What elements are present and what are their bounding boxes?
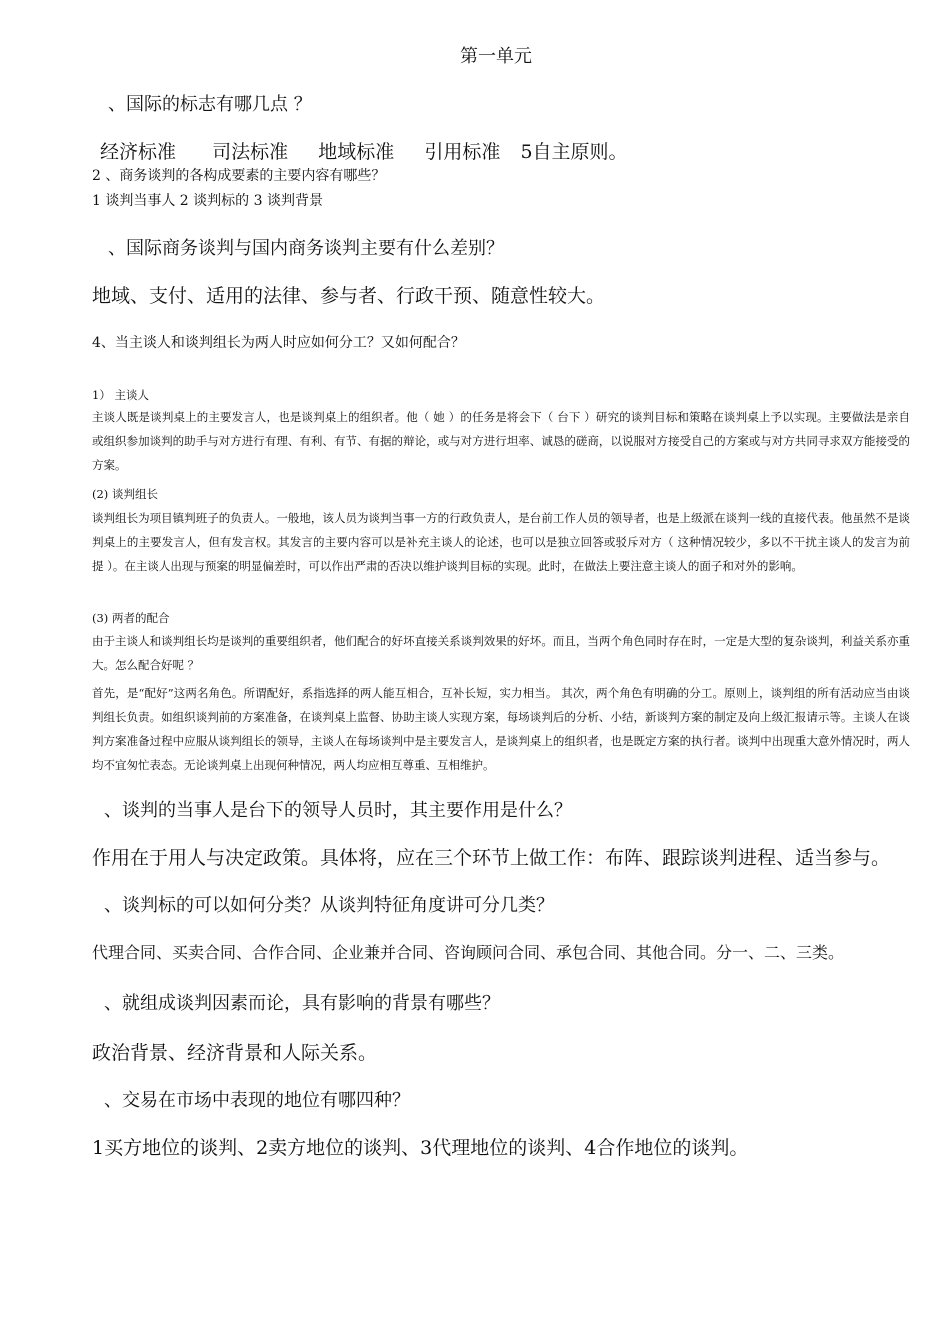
question-3: 、国际商务谈判与国内商务谈判主要有什么差别？: [108, 238, 504, 259]
answer-2: 1 谈判当事人 2 谈判标的 3 谈判背景: [92, 193, 323, 209]
section-heading-team-leader: (2) 谈判组长: [92, 487, 158, 501]
answer-1-item: 5自主原则。: [520, 141, 628, 163]
answer-1-item: 地域标准: [318, 141, 395, 163]
answer-1: [100, 141, 628, 164]
answer-3: 地域、支付、适用的法律、参与者、行政干预、随意性较大。: [92, 285, 606, 307]
question-4: 4、当主谈人和谈判组长为两人时应如何分工？又如何配合？: [92, 335, 465, 351]
answer-1-item: 司法标准: [212, 141, 289, 163]
answer-5: 作用在于用人与决定政策。具体将，应在三个环节上做工作：布阵、跟踪谈判进程、适当参与。: [92, 847, 891, 869]
question-6: 、谈判标的可以如何分类？从谈判特征角度讲可分几类？: [104, 895, 554, 916]
question-8: 、交易在市场中表现的地位有哪四种？: [104, 1090, 410, 1111]
answer-6: 代理合同、买卖合同、合作合同、企业兼并合同、咨询顾问合同、承包合同、其他合同。分一、二、三类。: [92, 943, 845, 962]
page-title: 第一单元: [460, 46, 532, 67]
section-text-team-leader: 谈判组长为项目镇判班子的负责人。一般地，该人员为谈判当事一方的行政负责人，是台前工作人员的领导者，也是上级派在谈判一线的直接代表。他虽然不是谈判桌上的主要发言人，但有发言权。其发言的主要内容可以是补充主谈人的论述，也可以是独立回答或驳斥对方（ 这种情况较少，多以不干扰主谈人的发言为前提 ）。在主谈人出现与预案的明显偏差时，可以作出严肃的否决以维护谈判目标的实现。此时，在做法上要注意主谈人的面子和对外的影响。: [92, 511, 910, 573]
question-7: 、就组成谈判因素而论，具有影响的背景有哪些？: [104, 993, 500, 1014]
question-2: 2 、商务谈判的各构成要素的主要内容有哪些？: [92, 168, 386, 184]
question-5: 、谈判的当事人是台下的领导人员时，其主要作用是什么？: [104, 800, 572, 821]
question-1: 、国际的标志有哪几点 ？: [108, 94, 312, 115]
section-heading-cooperation: (3) 两者的配合: [92, 611, 170, 625]
answer-1-item: 经济标准: [100, 141, 177, 163]
section-text-cooperation-2: 首先，是“配好”这两名角色。所谓配好，系指选择的两人能互相合，互补长短，实力相当。 其次，两个角色有明确的分工。原则上，谈判组的所有活动应当由谈判组长负责。如组织谈判前的方案准备，在谈判桌上监督、协助主谈人实现方案，每场谈判后的分析、小结，新谈判方案的制定及向上级汇报请示等。主谈人在谈判方案准备过程中应服从谈判组长的领导，主谈人在每场谈判中是主要发言人，是谈判桌上的组织者，也是既定方案的执行者。谈判中出现重大意外情况时，两人均不宜匆忙表态。无论谈判桌上出现何种情况，两人均应相互尊重、互相维护。: [92, 686, 910, 772]
section-heading-main-speaker: 1） 主谈人: [92, 388, 149, 402]
section-text-main-speaker: 主谈人既是谈判桌上的主要发言人，也是谈判桌上的组织者。他（ 她 ）的任务是将会下（ 台下 ）研究的谈判目标和策略在谈判桌上予以实现。主要做法是亲自或组织参加谈判的助手与对方进行有理、有利、有节、有据的辩论，或与对方进行坦率、诚恳的磋商，以说服对方接受自己的方案或与对方共同寻求双方能接受的方案。: [92, 410, 910, 472]
answer-1-item: 引用标准: [424, 141, 501, 163]
section-text-cooperation-1: 由于主谈人和谈判组长均是谈判的重要组织者，他们配合的好坏直接关系谈判效果的好坏。而且，当两个角色同时存在时，一定是大型的复杂谈判，利益关系亦重大。怎么配合好呢 ？: [92, 634, 910, 672]
answer-7: 政治背景、经济背景和人际关系。: [92, 1042, 378, 1064]
answer-8: 1买方地位的谈判、2卖方地位的谈判、3代理地位的谈判、4合作地位的谈判。: [92, 1137, 749, 1159]
